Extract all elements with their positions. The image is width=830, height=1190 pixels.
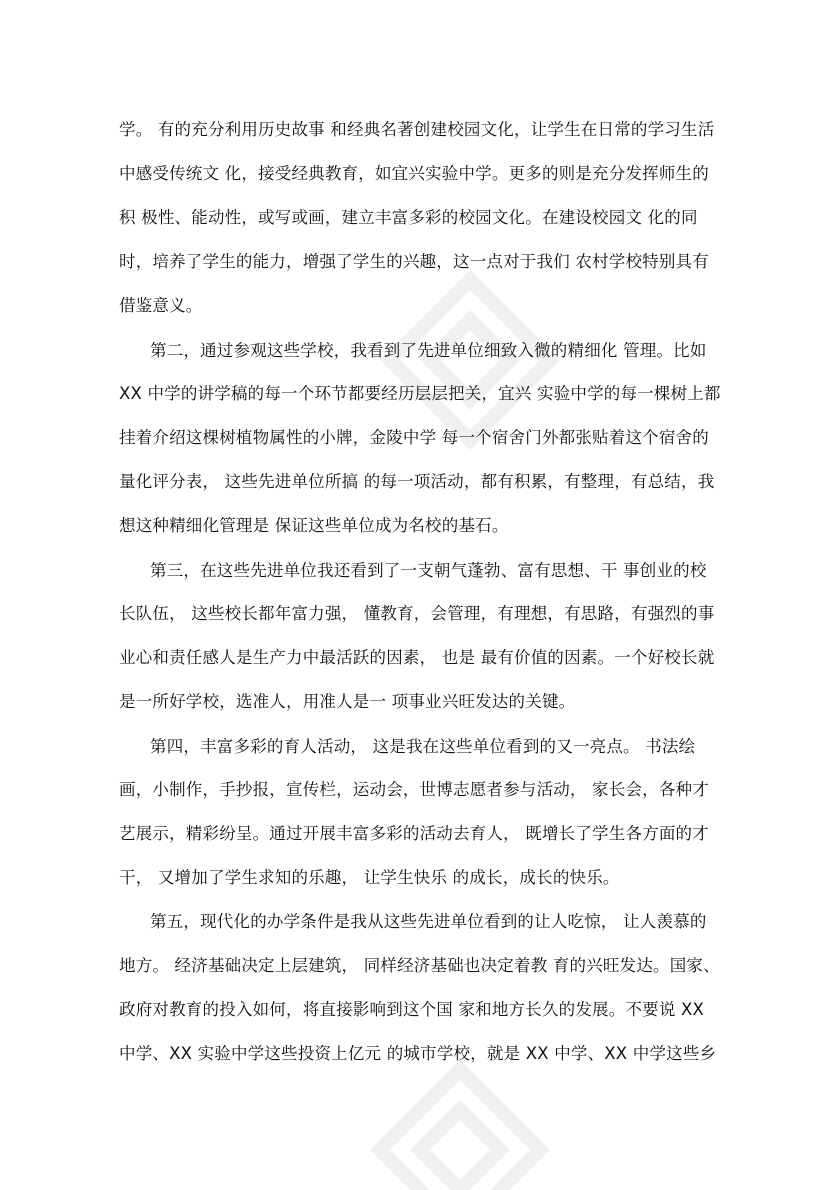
text-line: 地方。 经济基础决定上层建筑， 同样经济基础也决定着教 育的兴旺发达。国家、 — [119, 956, 720, 975]
text-line: 挂着介绍这棵树植物属性的小牌，金陵中学 每一个宿舍门外都张贴着这个宿舍的 — [119, 428, 709, 447]
text-line: 时，培养了学生的能力，增强了学生的兴趣，这一点对于我们 农村学校特别具有 — [119, 252, 709, 271]
text-line: 中感受传统文 化，接受经典教育，如宜兴实验中学。更多的则是充分发挥师生的 — [119, 164, 709, 183]
text-line: 画，小制作，手抄报，宣传栏，运动会，世博志愿者参与活动， 家长会，各种才 — [119, 780, 709, 799]
paragraph-start-line: 第五，现代化的办学条件是我从这些先进单位看到的让人吃惊， 让人羡慕的 — [150, 912, 707, 931]
text-line: 艺展示，精彩纷呈。通过开展丰富多彩的活动去育人， 既增长了学生各方面的才 — [119, 824, 709, 843]
text-line: 学。 有的充分利用历史故事 和经典名著创建校园文化，让学生在日常的学习生活 — [119, 120, 715, 139]
text-line: XX 中学的讲学稿的每一个环节都要经历层层把关，宜兴 实验中学的每一棵树上都 — [119, 384, 721, 403]
paragraph-start-line: 第三，在这些先进单位我还看到了一支朝气蓬勃、富有思想、干 事创业的校 — [150, 561, 707, 580]
text-line: 量化评分表， 这些先进单位所搞 的每一项活动，都有积累，有整理，有总结，我 — [119, 472, 715, 491]
text-line: 干， 又增加了学生求知的乐趣， 让学生快乐 的成长，成长的快乐。 — [119, 868, 620, 887]
text-line: 政府对教育的投入如何，将直接影响到这个国 家和地方长久的发展。不要说 XX — [119, 1000, 704, 1019]
paragraph-start-line: 第二，通过参观这些学校，我看到了先进单位细致入微的精细化 管理。比如 — [150, 341, 707, 360]
text-line: 积 极性、能动性，或写或画，建立丰富多彩的校园文化。在建设校园文 化的同 — [119, 208, 698, 227]
text-line: 是一所好学校，选准人，用准人是一 项事业兴旺发达的关键。 — [119, 692, 576, 711]
watermark-logo-icon — [370, 1060, 550, 1190]
text-line: 想这种精细化管理是 保证这些单位成为名校的基石。 — [119, 516, 509, 535]
paragraph-start-line: 第四，丰富多彩的育人活动， 这是我在这些单位看到的又一亮点。 书法绘 — [150, 737, 696, 756]
text-line: 业心和责任感人是生产力中最活跃的因素， 也是 最有价值的因素。一个好校长就 — [119, 648, 715, 667]
text-line: 长队伍， 这些校长都年富力强， 懂教育，会管理，有理想，有思路，有强烈的事 — [119, 604, 715, 623]
text-line: 中学、XX 实验中学这些投资上亿元 的城市学校，就是 XX 中学、XX 中学这些乡 — [119, 1044, 717, 1063]
text-line: 借鉴意义。 — [119, 296, 203, 315]
